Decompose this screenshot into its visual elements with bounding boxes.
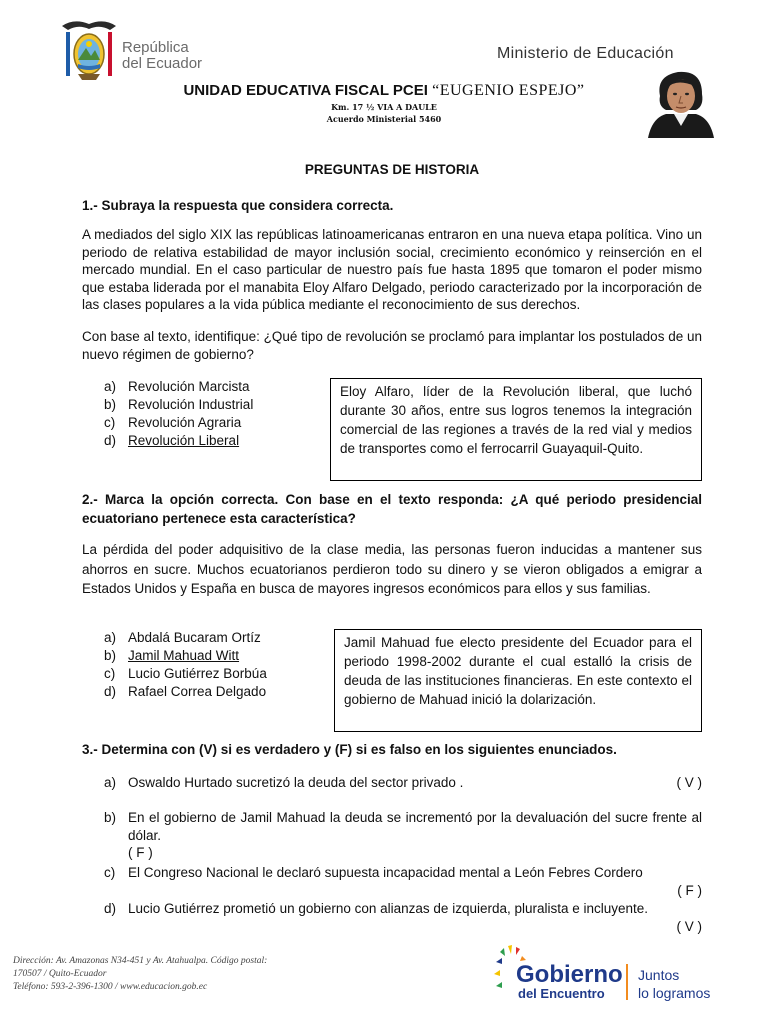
item-text: El Congreso Nacional le declaró supuesta incapacidad mental a León Febres Cordero [128, 865, 643, 880]
option-letter: c) [104, 415, 116, 430]
option-text: Revolución Marcista [128, 379, 250, 394]
school-name-text: UNIDAD EDUCATIVA FISCAL PCEI [183, 82, 428, 99]
item-answer[interactable]: ( F ) [128, 845, 153, 860]
option-letter: a) [104, 379, 117, 394]
option-letter: a) [104, 630, 117, 645]
rep-line1: República [122, 39, 189, 56]
item-letter: d) [104, 901, 117, 916]
question-2-heading: 2.- Marca la opción correcta. Con base en el texto responda: ¿A qué periodo presidencial ecuatoriano pertenece esta característica? [82, 492, 702, 526]
gob-line2: del Encuentro [518, 986, 605, 1001]
gob-line1: Gobierno [516, 961, 623, 988]
question-2-options [104, 629, 267, 701]
question-1-prompt: Con base al texto, identifique: ¿Qué tipo de revolución se proclamó para implantar los postulados de un nuevo régimen de gobierno? [82, 329, 702, 362]
question-1-info-box: Eloy Alfaro, líder de la Revolución liberal, que luchó durante 30 años, entre sus logros tenemos la integración comercial de las regiones a través de la red vial y medios de transportes como el ferrocarril Guayaquil-Quito. [330, 378, 702, 481]
item-answer[interactable]: ( F ) [677, 882, 702, 898]
question-1-option-a[interactable] [104, 378, 253, 396]
question-2-option-b[interactable] [104, 647, 267, 665]
question-3-item-a [104, 774, 702, 792]
question-2-paragraph: La pérdida del poder adquisitivo de la clase media, las personas fueron inducidas a mantener sus ahorros en sucre. Muchos ecuatorianos perdieron todo su dinero y se vieron obligados a emigrar a Estados Unidos y España en busca de mayores ingresos económicos para ellos y sus familias. [82, 542, 702, 596]
page-title: PREGUNTAS DE HISTORIA [304, 162, 480, 177]
option-text: Abdalá Bucaram Ortíz [128, 630, 261, 645]
option-letter: b) [104, 397, 117, 412]
item-letter: c) [104, 865, 116, 880]
gobierno-del-encuentro-logo-icon [494, 944, 734, 1006]
option-letter: d) [104, 433, 117, 448]
page-header [0, 0, 768, 150]
question-3-heading: 3.- Determina con (V) si es verdadero y (F) si es falso en los siguientes enunciados. [82, 742, 617, 757]
option-text-selected: Revolución Liberal [128, 433, 240, 448]
republica-logo-text [122, 40, 202, 72]
question-1-option-c[interactable] [104, 414, 253, 432]
option-text: Lucio Gutiérrez Borbúa [128, 666, 267, 681]
item-text: Oswaldo Hurtado sucretizó la deuda del sector privado . [128, 775, 464, 790]
question-2-option-c[interactable] [104, 665, 267, 683]
question-3-item-d [104, 900, 702, 934]
option-text: Revolución Agraria [128, 415, 242, 430]
ministerial-agreement: Acuerdo Ministerial 5460 [326, 114, 442, 124]
option-letter: d) [104, 684, 117, 699]
rep-line2: del Ecuador [122, 55, 203, 72]
coat-of-arms-icon [60, 16, 118, 82]
question-3-item-b [104, 809, 702, 862]
footer-address [13, 955, 283, 994]
question-1-paragraph: A mediados del siglo XIX las repúblicas latinoamericanas entraron en una nueva etapa política. Vino un periodo de relativa estabilidad de mayor inclusión social, crecimiento económico y reinserción en el mercado mundial. En el caso particular de nuestro país fue hasta 1895 que tomaron el poder mismo que estaba liderada por el manabita Eloy Alfaro Delgado, periodo caracterizado por la incorporación de las clases populares a la vida pública mediante el reconocimiento de sus derechos. [82, 227, 702, 312]
question-1-option-b[interactable] [104, 396, 253, 414]
logo-divider [626, 964, 628, 1000]
footer-address-text: Dirección: Av. Amazonas N34-451 y Av. Atahualpa. Código postal: 170507 / Quito-Ecuador [13, 956, 268, 979]
question-2-option-d[interactable] [104, 683, 267, 701]
ministry-name: Ministerio de Educación [497, 45, 674, 62]
option-text: Rafael Correa Delgado [128, 684, 267, 699]
option-letter: b) [104, 648, 117, 663]
question-1-option-d[interactable] [104, 432, 253, 450]
item-answer[interactable]: ( V ) [676, 918, 702, 934]
question-2-option-a[interactable] [104, 629, 267, 647]
option-text: Revolución Industrial [128, 397, 254, 412]
school-name [0, 82, 768, 100]
option-letter: c) [104, 666, 116, 681]
item-text: Lucio Gutiérrez prometió un gobierno con alianzas de izquierda, pluralista e incluyente. [128, 901, 649, 916]
item-answer[interactable]: ( V ) [676, 775, 702, 790]
question-2-info-box: Jamil Mahuad fue electo presidente del Ecuador para el periodo 1998-2002 durante el cual estalló la crisis de deuda de las instituciones financieras. En este contexto el gobierno de Mahuad inició la dolarización. [334, 629, 702, 732]
footer-phone-text: Teléfono: 593-2-396-1300 / www.educacion.gob.ec [13, 982, 208, 992]
school-quote-text: “EUGENIO ESPEJO” [432, 82, 585, 99]
item-letter: b) [104, 810, 117, 825]
option-text-selected: Jamil Mahuad Witt [128, 648, 240, 663]
item-text: En el gobierno de Jamil Mahuad la deuda se incrementó por la devaluación del sucre frente al dólar. [128, 810, 702, 843]
school-address: Km. 17 ½ VIA A DAULE [331, 102, 437, 112]
juntos-line2: lo logramos [638, 985, 711, 1001]
question-3-item-c [104, 864, 702, 898]
juntos-line1: Juntos [638, 967, 680, 983]
item-letter: a) [104, 775, 117, 790]
question-1-heading: 1.- Subraya la respuesta que considera correcta. [82, 198, 394, 213]
question-1-options [104, 378, 253, 450]
